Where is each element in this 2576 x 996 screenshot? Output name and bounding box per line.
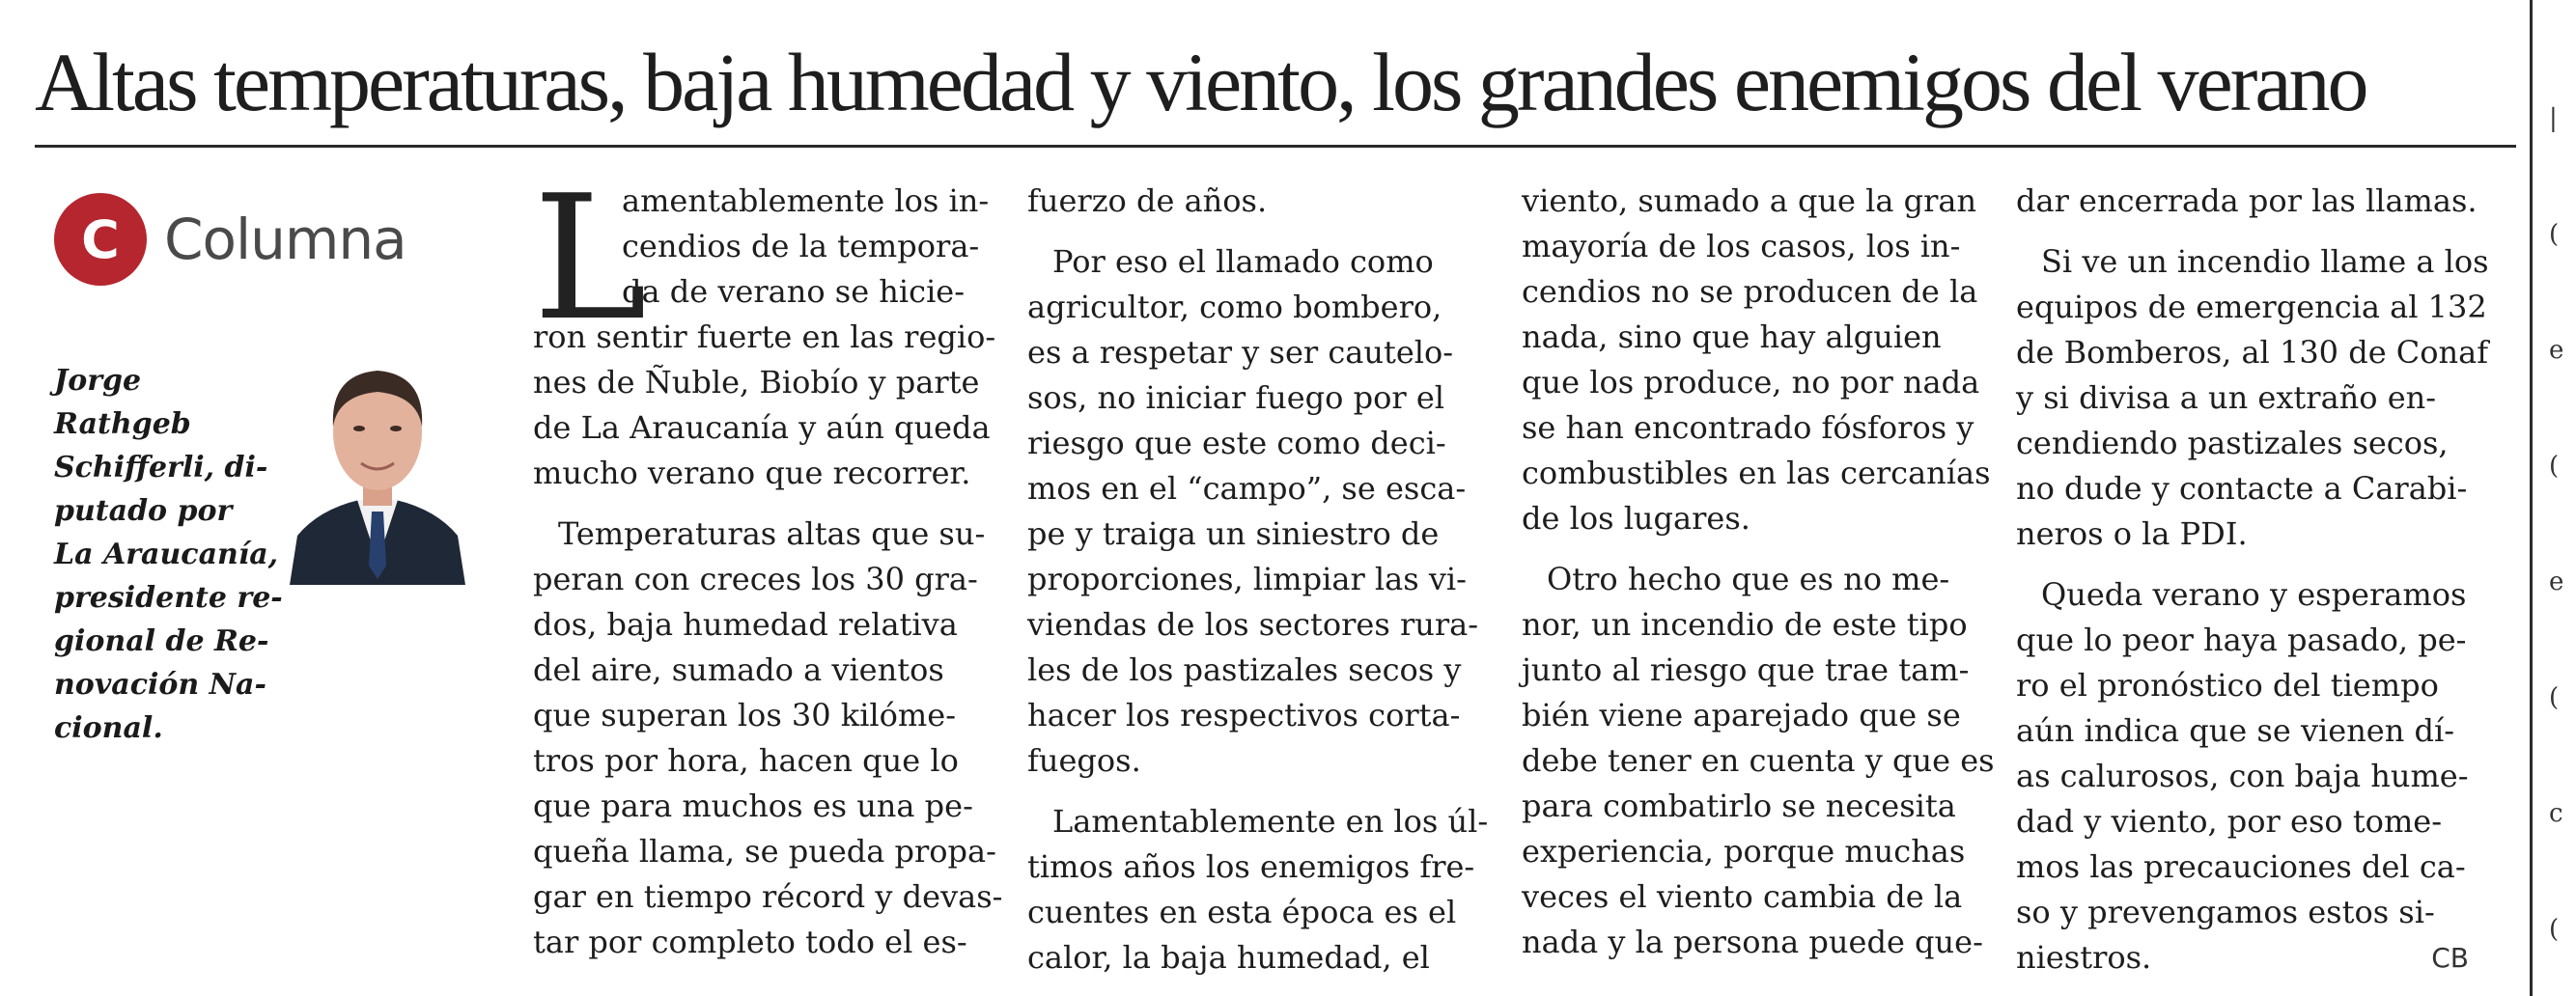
article-line: dar encerrada por las llamas. (2016, 182, 2478, 219)
article-line: proporciones, limpiar las vi- (1027, 561, 1467, 597)
article-line: experiencia, porque muchas (1522, 833, 1966, 870)
article-line: neros o la PDI. (2016, 515, 2248, 552)
headline: Altas temperaturas, baja humedad y viento, los grandes enemigos del verano (35, 36, 2366, 128)
article-line: mucho verano que recorrer. (533, 455, 971, 491)
author-photo (290, 338, 465, 585)
article-line: Si ve un incendio llame a los (2041, 243, 2489, 280)
adjacent-article-edge: | ( e ( e ( c ( (2549, 104, 2564, 944)
article-line: Temperaturas altas que su- (558, 515, 986, 552)
paragraph-gap (2016, 224, 2484, 239)
article-line: nada y la persona puede que- (1522, 924, 1983, 960)
article-line: nor, un incendio de este tipo (1522, 606, 1968, 643)
article-line: aún indica que se vienen dí- (2016, 712, 2455, 749)
article-line: equipos de emergencia al 132 (2016, 289, 2487, 325)
article-line: de los lugares. (1522, 500, 1750, 537)
article-line: riesgo que este como deci- (1027, 425, 1446, 461)
article-line: da de verano se hicie- (622, 273, 966, 310)
article-line: tar por completo todo el es- (533, 924, 967, 960)
article-line: Queda verano y esperamos (2041, 576, 2467, 613)
article-line: Lamentablemente en los úl- (1052, 803, 1489, 840)
byline-line: Schifferli, di- (54, 451, 268, 484)
author-byline (54, 359, 283, 750)
article-line: dad y viento, por eso tome- (2016, 803, 2443, 840)
article-line: se han encontrado fósforos y (1522, 409, 1974, 446)
article-column-4 (2016, 179, 2489, 981)
byline-line: cional. (54, 711, 163, 745)
article-line: amentablemente los in- (622, 182, 990, 219)
article-line: calor, la baja humedad, el (1027, 939, 1430, 976)
article-line: que los produce, no por nada (1522, 364, 1980, 401)
article-line: mos las precauciones del ca- (2016, 848, 2466, 885)
article-line: agricultor, como bombero, (1027, 289, 1442, 325)
article-line: tros por hora, hacen que lo (533, 742, 959, 779)
article-line: nada, sino que hay alguien (1522, 318, 1942, 355)
byline-line: Rathgeb (54, 407, 191, 441)
article-line: ro el pronóstico del tiempo (2016, 667, 2439, 704)
article-line: que lo peor haya pasado, pe- (2016, 622, 2467, 658)
article-line: que superan los 30 kilóme- (533, 697, 957, 733)
article-line: y si divisa a un extraño en- (2016, 379, 2437, 416)
article-line: del aire, sumado a vientos (533, 651, 944, 688)
column-divider (2530, 0, 2533, 996)
article-column-1 (533, 158, 1003, 965)
byline-line: Jorge (54, 364, 142, 398)
paragraph-gap (1027, 784, 1496, 799)
byline-line: novación Na- (54, 668, 266, 702)
article-line: fuerzo de años. (1027, 182, 1268, 219)
article-line: as calurosos, con baja hume- (2016, 758, 2469, 794)
article-column-2 (1027, 179, 1496, 981)
byline-line: presidente re- (54, 581, 283, 615)
headline-rule (35, 145, 2516, 148)
article-line: cendiendo pastizales secos, (2016, 425, 2449, 461)
article-line: timos años los enemigos fre- (1027, 848, 1475, 885)
article-line: pe y traiga un siniestro de (1027, 515, 1440, 552)
article-line: so y prevengamos estos si- (2016, 894, 2435, 930)
article-line: Por eso el llamado como (1052, 243, 1434, 280)
article-line: mos en el “campo”, se esca- (1027, 470, 1467, 507)
paragraph-gap (2016, 557, 2484, 572)
article-line: bién viene aparejado que se (1522, 697, 1961, 733)
article-line: que para muchos es una pe- (533, 788, 973, 824)
article-line: Otro hecho que es no me- (1547, 561, 1950, 597)
article-line: veces el viento cambia de la (1522, 878, 1963, 915)
article-line: cuentes en esta época es el (1027, 894, 1457, 930)
byline-line: putado por (54, 494, 233, 528)
article-line: queña llama, se pueda propa- (533, 833, 996, 870)
paragraph-gap (1522, 541, 1990, 557)
byline-line: gional de Re- (54, 624, 269, 658)
section-label: Columna (164, 207, 406, 272)
byline-line: La Araucanía, (54, 538, 279, 571)
article-line: gar en tiempo récord y devas- (533, 878, 1003, 915)
article-line: para combatirlo se necesita (1522, 788, 1956, 824)
section-badge-icon: C (54, 193, 147, 286)
paragraph-gap (1027, 224, 1496, 239)
article-line: nes de Ñuble, Biobío y parte (533, 364, 980, 401)
article-line: viento, sumado a que la gran (1522, 182, 1977, 219)
article-line: de Bomberos, al 130 de Conaf (2016, 334, 2489, 371)
article-line: dos, baja humedad relativa (533, 606, 958, 643)
article-line: les de los pastizales secos y (1027, 651, 1462, 688)
article-line: mayoría de los casos, los in- (1522, 228, 1961, 264)
article-line: cendios no se producen de la (1522, 273, 1978, 310)
article-line: no dude y contacte a Carabi- (2016, 470, 2468, 507)
article-line: combustibles en las cercanías (1522, 455, 1991, 491)
article-column-3 (1522, 179, 1995, 965)
article-line: fuegos. (1027, 742, 1141, 779)
article-line: debe tener en cuenta y que es (1522, 742, 1995, 779)
section-badge (54, 193, 406, 286)
article-line: de La Araucanía y aún queda (533, 409, 991, 446)
article-line: ron sentir fuerte en las regio- (533, 318, 996, 355)
article-line: peran con creces los 30 gra- (533, 561, 978, 597)
article-line: junto al riesgo que trae tam- (1522, 651, 1970, 688)
paragraph-gap (533, 496, 1001, 512)
drop-cap: L (533, 158, 648, 358)
article-line: niestros. (2016, 939, 2152, 976)
article-line: es a respetar y ser cautelo- (1027, 334, 1454, 371)
article-line: cendios de la tempora- (622, 228, 980, 264)
article-line: hacer los respectivos corta- (1027, 697, 1461, 733)
end-of-article-mark: CB (2431, 942, 2469, 974)
article-line: viendas de los sectores rura- (1027, 606, 1479, 643)
article-line: sos, no iniciar fuego por el (1027, 379, 1444, 416)
